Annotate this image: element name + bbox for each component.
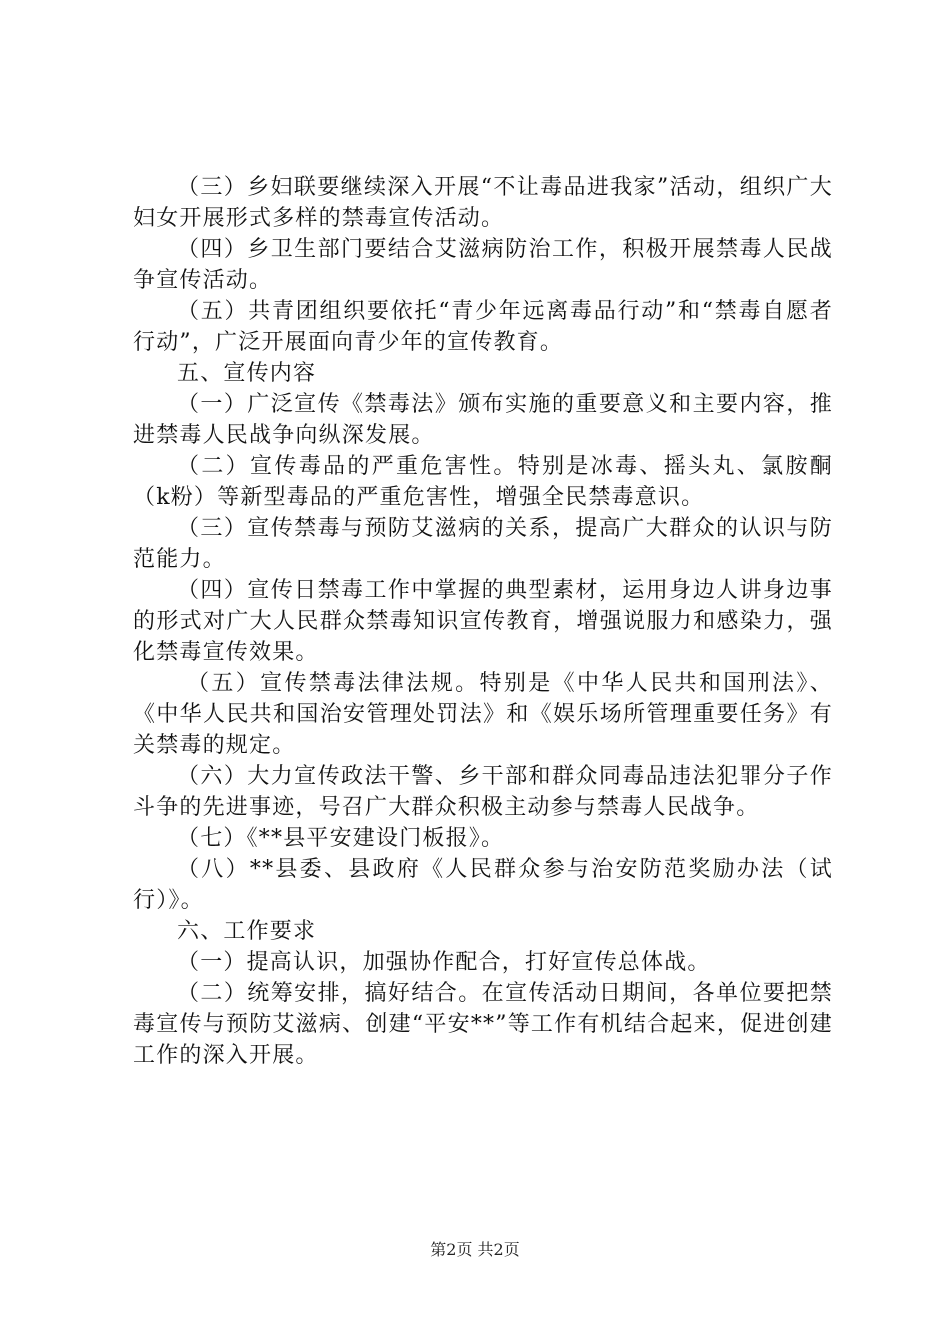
paragraph-requirement-1: （一）提高认识，加强协作配合，打好宣传总体战。 [177, 950, 711, 975]
paragraph-content-7: （七）《**县平安建设门板报》。 [177, 826, 505, 851]
paragraph-requirement-2: （二）统筹安排，搞好结合。在宣传活动日期间，各单位要把禁毒宣传与预防艾滋病、创建“平安**”等工作有机结合起来，促进创建工作的深入开展。 [133, 981, 833, 1068]
paragraph-content-5: （五）宣传禁毒法律法规。特别是《中华人民共和国刑法》、《中华人民共和国治安管理处罚法》和《娱乐场所管理重要任务》有关禁毒的规定。 [133, 671, 833, 758]
paragraph-women-federation: （三）乡妇联要继续深入开展“不让毒品进我家”活动，组织广大妇女开展形式多样的禁毒宣传活动。 [133, 175, 833, 231]
paragraph-content-2: （二）宣传毒品的严重危害性。特别是冰毒、摇头丸、氯胺酮（k粉）等新型毒品的严重危害性，增强全民禁毒意识。 [133, 454, 833, 510]
paragraph-content-1: （一）广泛宣传《禁毒法》颁布实施的重要意义和主要内容，推进禁毒人民战争向纵深发展。 [133, 392, 833, 448]
paragraph-youth-league: （五）共青团组织要依托“青少年远离毒品行动”和“禁毒自愿者行动”，广泛开展面向青少年的宣传教育。 [133, 299, 833, 355]
page-number-footer: 第2页 共2页 [430, 1240, 520, 1259]
section-heading-requirements: 六、工作要求 [177, 919, 317, 944]
paragraph-health-department: （四）乡卫生部门要结合艾滋病防治工作，积极开展禁毒人民战争宣传活动。 [133, 237, 833, 293]
section-heading-content: 五、宣传内容 [177, 361, 317, 386]
paragraph-content-3: （三）宣传禁毒与预防艾滋病的关系，提高广大群众的认识与防范能力。 [133, 516, 833, 572]
paragraph-content-6: （六）大力宣传政法干警、乡干部和群众同毒品违法犯罪分子作斗争的先进事迹，号召广大群众积极主动参与禁毒人民战争。 [133, 764, 833, 820]
paragraph-content-8: （八）**县委、县政府《人民群众参与治安防范奖励办法（试行）》。 [133, 857, 833, 913]
document-body [133, 172, 833, 1071]
paragraph-content-4: （四）宣传日禁毒工作中掌握的典型素材，运用身边人讲身边事的形式对广大人民群众禁毒知识宣传教育，增强说服力和感染力，强化禁毒宣传效果。 [133, 578, 833, 665]
